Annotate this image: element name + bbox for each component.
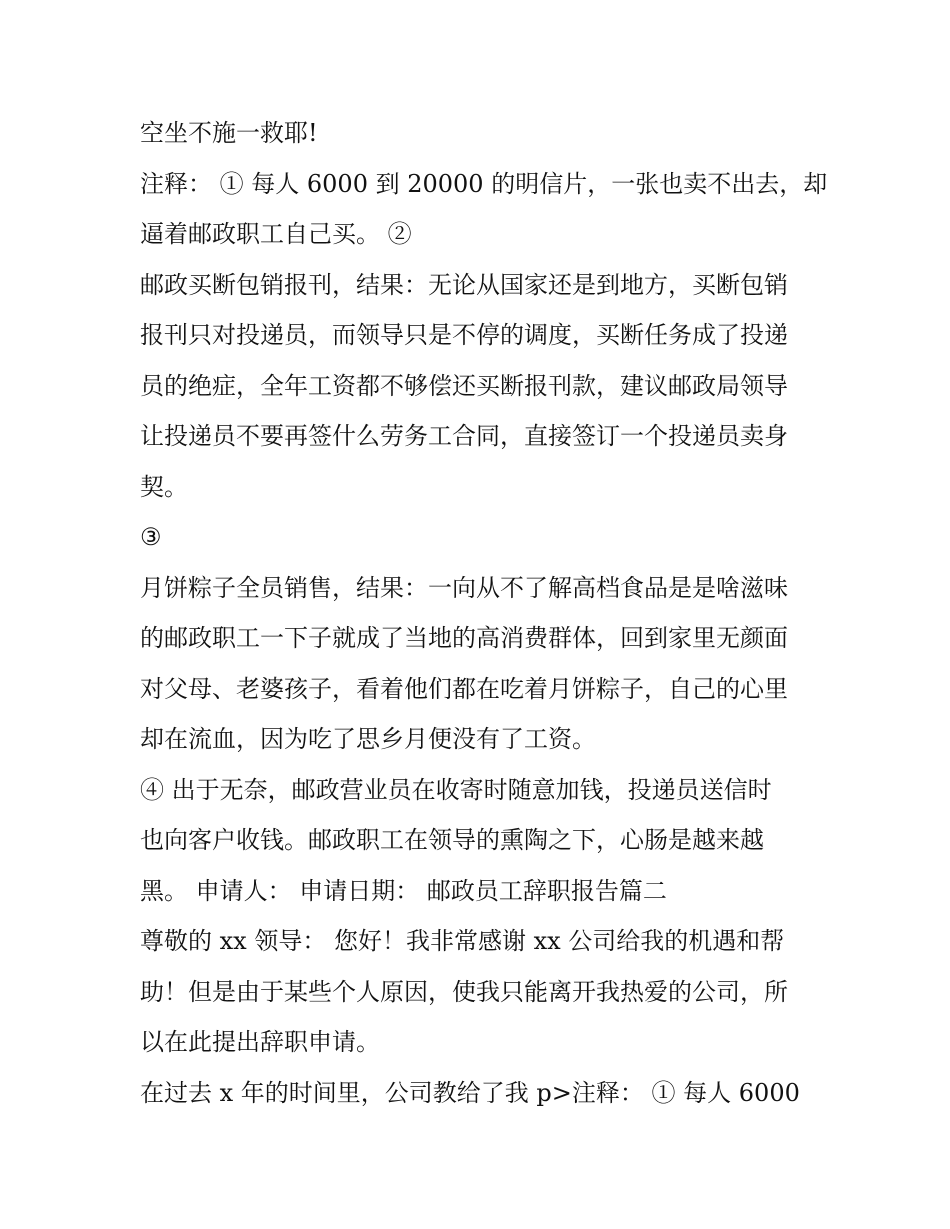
text-line: 助！但是由于某些个人原因，使我只能离开我热爱的公司，所 [140, 977, 788, 1006]
text-line: 注释： ① 每人 6000 到 20000 的明信片，一张也卖不出去，却 [140, 169, 828, 198]
text-line: 却在流血，因为吃了思乡月便没有了工资。 [140, 725, 596, 753]
text-line: 黑。 申请人： 申请日期： 邮政员工辞职报告篇二 [140, 876, 667, 905]
text-line: 让投递员不要再签什么劳务工合同，直接签订一个投递员卖身 [140, 422, 788, 450]
text-line: 报刊只对投递员，而领导只是不停的调度，买断任务成了投递 [140, 321, 788, 349]
text-line: 的邮政职工一下子就成了当地的高消费群体，回到家里无颜面 [140, 624, 788, 652]
text-line: 在过去 x 年的时间里，公司教给了我 p>注释： ① 每人 6000 [140, 1078, 800, 1107]
text-line: 契。 [140, 472, 188, 501]
text-line: ③ [140, 523, 162, 551]
text-line: 邮政买断包销报刊，结果：无论从国家还是到地方，买断包销 [140, 270, 788, 299]
text-line: 逼着邮政职工自己买。 ② [140, 220, 412, 248]
text-line: 尊敬的 xx 领导： 您好！我非常感谢 xx 公司给我的机遇和帮 [140, 927, 785, 955]
text-line: 对父母、老婆孩子，看着他们都在吃着月饼粽子，自己的心里 [140, 674, 788, 703]
text-line: ④ 出于无奈，邮政营业员在收寄时随意加钱，投递员送信时 [140, 775, 772, 804]
text-line: 以在此提出辞职申请。 [140, 1028, 380, 1056]
document-body [140, 108, 828, 1118]
text-line: 空坐不施一救耶! [140, 119, 318, 147]
text-line: 也向客户收钱。邮政职工在领导的熏陶之下，心肠是越来越 [140, 826, 764, 854]
text-line: 月饼粽子全员销售，结果：一向从不了解高档食品是是啥滋味 [140, 573, 788, 602]
text-line: 员的绝症，全年工资都不够偿还买断报刊款，建议邮政局领导 [140, 371, 788, 400]
